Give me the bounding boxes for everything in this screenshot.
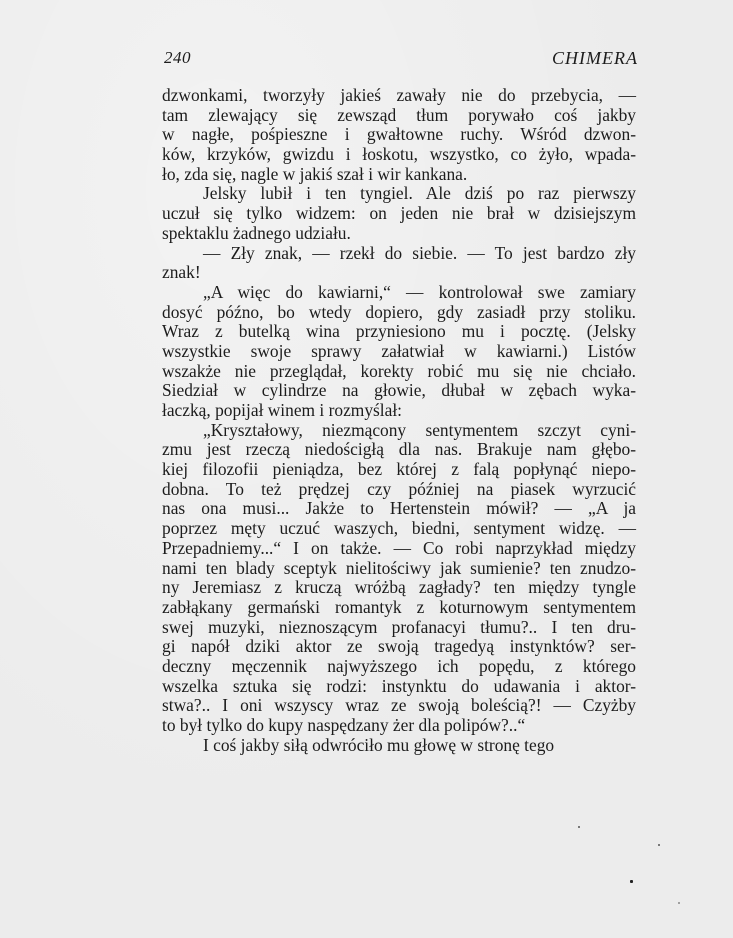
paragraph (162, 736, 636, 756)
text-line: — Zły znak, — rzekł do siebie. — To jest bardzo zły (203, 242, 636, 263)
body-text (162, 86, 636, 755)
running-head (164, 48, 638, 72)
paper-speck (578, 826, 580, 828)
text-line: uczuł się tylko widzem: on jeden nie brał w dzisiejszym (162, 203, 636, 224)
text-line: deczny męczennik najwyższego ich popędu, z którego (162, 655, 636, 676)
journal-title: CHIMERA (552, 48, 638, 68)
text-line: ło, zda się, nagle w jakiś szał i wir kankana. (162, 163, 468, 184)
paper-speck (630, 880, 633, 883)
text-line: wszelka sztuka się rodzi: instynktu do udawania i aktor- (162, 675, 636, 696)
paragraph (162, 283, 636, 421)
paragraph (162, 244, 636, 283)
text-line: w nagłe, pośpieszne i gwałtowne ruchy. Wśród dzwon- (162, 124, 636, 145)
text-line: ków, krzyków, gwizdu i łoskotu, wszystko, co żyło, wpada- (162, 144, 636, 165)
text-line: wszystkie swoje sprawy załatwiał w kawiarni.) Listów (162, 340, 636, 361)
text-line: swej muzyki, nieznoszącym profanacyi tłumu?.. I ten dru- (162, 616, 636, 637)
paper-speck (678, 902, 680, 904)
text-line: dosyć późno, bo wtedy dopiero, gdy zasiadł przy stoliku. (162, 301, 636, 322)
text-line: zmu jest rzeczą niedościgłą dla nas. Brakuje nam głębo- (162, 439, 636, 460)
text-line: „A więc do kawiarni,“ — kontrolował swe zamiary (203, 281, 636, 302)
text-line: Siedział w cylindrze na głowie, dłubał w zębach wyka- (162, 380, 636, 401)
text-line: wszakże nie przeglądał, korekty robić mu się nie chciało. (162, 360, 636, 381)
text-line: to był tylko do kupy naspędzany żer dla polipów?..“ (162, 715, 526, 735)
text-line: poprzez męty uczuć waszych, biedni, sentyment widzę. — (162, 518, 636, 539)
text-line: nas ona musi... Jakże to Hertenstein mówił? — „A ja (162, 498, 636, 519)
text-line: dobna. To też prędzej czy później na piasek wyrzucić (162, 478, 636, 499)
paragraph (162, 184, 636, 243)
text-line: ny Jeremiasz z kruczą wróżbą zagłady? ten między tyngle (162, 577, 636, 598)
text-line: znak! (162, 262, 201, 283)
text-line: stwa?.. I oni wszyscy wraz ze swoją boleścią?! — Czyżby (162, 695, 636, 716)
text-line: dzwonkami, tworzyły jakieś zawały nie do przebycia, — (162, 85, 636, 105)
paragraph (162, 421, 636, 736)
paragraph (162, 86, 636, 184)
text-line: kiej filozofii pieniądza, bez której z falą popłynąć niepo- (162, 459, 636, 480)
text-line: nami ten blady sceptyk nielitościwy jak sumienie? ten znudzo- (162, 557, 636, 578)
text-line: Przepadniemy...“ I on także. — Co robi naprzykład między (162, 537, 636, 558)
text-line: I coś jakby siłą odwróciło mu głowę w stronę tego (203, 734, 555, 755)
text-line: Jelsky lubił i ten tyngiel. Ale dziś po raz pierwszy (203, 183, 636, 204)
text-line: gi napół dziki aktor ze swoją tragedyą instynktów? ser- (162, 636, 636, 657)
text-line: zabłąkany germański romantyk z koturnowym sentymentem (162, 596, 636, 617)
text-line: łaczką, popijał winem i rozmyślał: (162, 400, 403, 420)
text-line: spektaklu żadnego udziału. (162, 222, 351, 243)
page-number: 240 (164, 48, 191, 67)
paper-speck (658, 844, 660, 846)
text-line: Wraz z butelką wina przyniesiono mu i pocztę. (Jelsky (162, 321, 636, 342)
text-line: „Kryształowy, niezmącony sentymentem szczyt cyni- (203, 419, 636, 440)
text-line: tam zlewający się zewsząd tłum porywało coś jakby (162, 104, 636, 125)
